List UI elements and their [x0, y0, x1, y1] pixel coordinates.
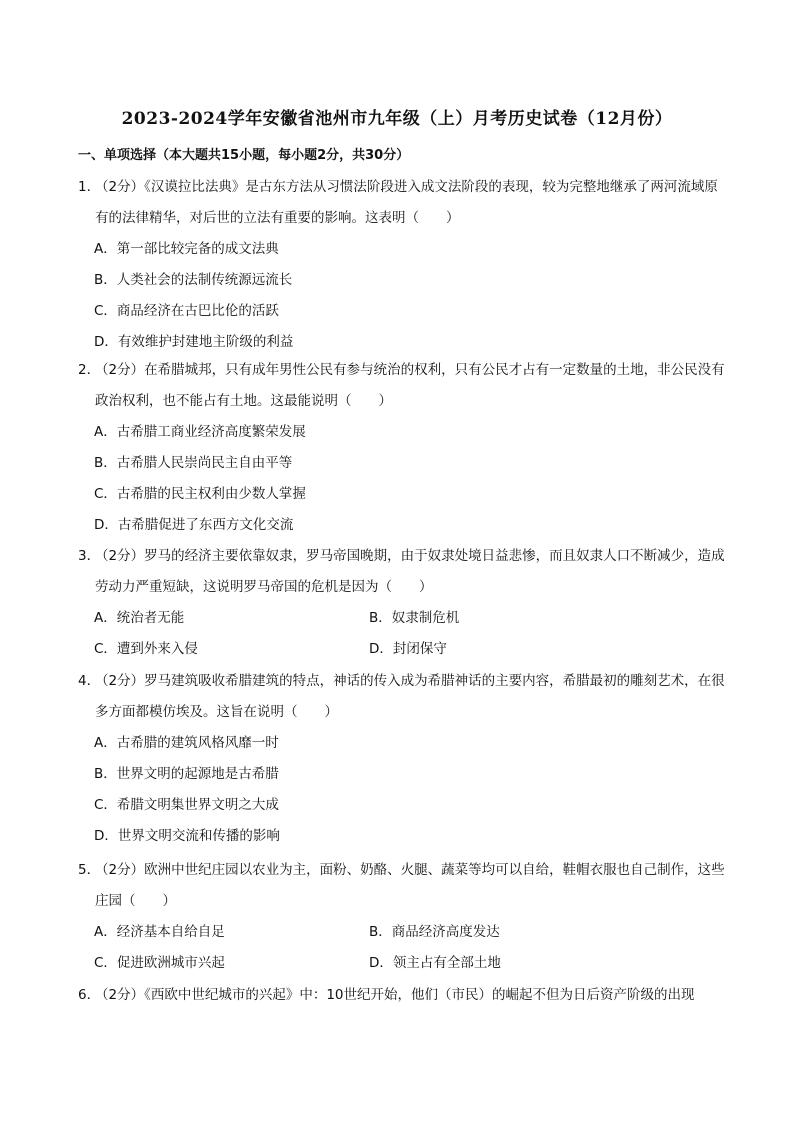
question-number: 6． — [78, 987, 101, 1003]
option-b[interactable]: B．人类社会的法制传统源远流长 — [94, 272, 293, 288]
option-d[interactable]: D．世界文明交流和传播的影响 — [94, 828, 280, 844]
question-stem: （2分）罗马建筑吸收希腊建筑的特点，神话的传入成为希腊神话的主要内容，希腊最初的雕刻艺术，在很多方面都模仿埃及。这旨在说明（ ） — [95, 673, 725, 720]
option-c[interactable]: C．古希腊的民主权利由少数人掌握 — [94, 486, 306, 502]
option-a[interactable]: A．第一部比较完备的成文法典 — [94, 241, 279, 257]
options-list — [94, 917, 728, 979]
option-d[interactable]: D．古希腊促进了东西方文化交流 — [94, 517, 294, 533]
question-number: 2． — [78, 362, 101, 378]
page-title: 2023-2024学年安徽省池州市九年级（上）月考历史试卷（12月份） — [121, 109, 673, 129]
option-c[interactable]: C．商品经济在古巴比伦的活跃 — [94, 303, 279, 319]
question-number: 5． — [78, 862, 101, 878]
question-2 — [78, 355, 728, 541]
question-stem: （2分）《汉谟拉比法典》是古东方法从习惯法阶段进入成文法阶段的表现，较为完整地继承了两河流域原有的法律精华，对后世的立法有重要的影响。这表明（ ） — [95, 179, 718, 226]
options-list — [94, 417, 728, 541]
question-stem: （2分）罗马的经济主要依靠奴隶，罗马帝国晚期，由于奴隶处境日益悲惨，而且奴隶人口不断减少，造成劳动力严重短缺，这说明罗马帝国的危机是因为（ ） — [95, 548, 725, 595]
option-a[interactable]: A．统治者无能 — [94, 610, 185, 626]
option-b[interactable]: B．世界文明的起源地是古希腊 — [94, 766, 279, 782]
question-stem: （2分）《西欧中世纪城市的兴起》中：10世纪开始，他们（市民）的崛起不但为日后资产阶级的出现 — [95, 987, 695, 1003]
option-c[interactable]: C．促进欧洲城市兴起 — [94, 955, 225, 971]
question-stem: （2分）在希腊城邦，只有成年男性公民有参与统治的权利，只有公民才占有一定数量的土地，非公民没有政治权利，也不能占有土地。这最能说明（ ） — [95, 362, 725, 409]
question-5 — [78, 855, 728, 979]
options-list — [94, 728, 728, 852]
question-number: 4． — [78, 673, 101, 689]
option-d[interactable]: D．有效维护封建地主阶级的利益 — [94, 334, 294, 350]
section-heading: 一、单项选择（本大题共15小题，每小题2分，共30分） — [78, 148, 410, 163]
option-a[interactable]: A．经济基本自给自足 — [94, 924, 225, 940]
option-a[interactable]: A．古希腊工商业经济高度繁荣发展 — [94, 424, 306, 440]
question-number: 3． — [78, 548, 101, 564]
question-3 — [78, 541, 728, 665]
option-a[interactable]: A．古希腊的建筑风格风靡一时 — [94, 735, 279, 751]
question-4 — [78, 666, 728, 852]
option-b[interactable]: B．古希腊人民崇尚民主自由平等 — [94, 455, 293, 471]
option-c[interactable]: C．遭到外来入侵 — [94, 641, 198, 657]
question-1 — [78, 172, 728, 358]
options-list — [94, 234, 728, 358]
option-d[interactable]: D．封闭保守 — [369, 641, 447, 657]
option-b[interactable]: B．商品经济高度发达 — [369, 924, 500, 940]
question-number: 1． — [78, 179, 101, 195]
options-list — [94, 603, 728, 665]
question-stem: （2分）欧洲中世纪庄园以农业为主，面粉、奶酪、火腿、蔬菜等均可以自给，鞋帽衣服也自己制作，这些庄园（ ） — [95, 862, 725, 909]
option-b[interactable]: B．奴隶制危机 — [369, 610, 460, 626]
question-6 — [78, 980, 728, 1011]
option-d[interactable]: D．领主占有全部土地 — [369, 955, 501, 971]
option-c[interactable]: C．希腊文明集世界文明之大成 — [94, 797, 279, 813]
